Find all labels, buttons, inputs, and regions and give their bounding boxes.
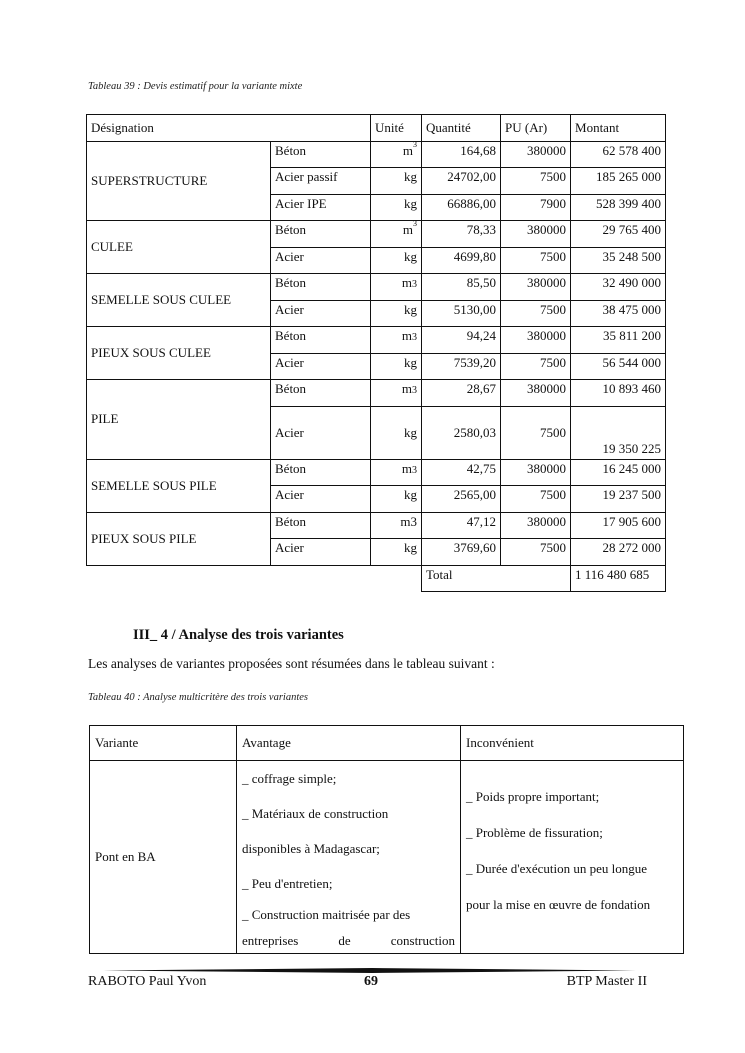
unit-price: 380000 bbox=[501, 221, 571, 248]
item-name: Acier IPE bbox=[271, 194, 371, 221]
unit-price: 380000 bbox=[501, 274, 571, 301]
item-name: Acier bbox=[271, 247, 371, 274]
unit-price: 7500 bbox=[501, 486, 571, 513]
quantity: 5130,00 bbox=[422, 300, 501, 327]
quantity: 28,67 bbox=[422, 380, 501, 407]
unit-price: 380000 bbox=[501, 327, 571, 354]
unit: kg bbox=[371, 168, 422, 195]
unit: kg bbox=[371, 486, 422, 513]
unit-price: 380000 bbox=[501, 380, 571, 407]
quantity: 66886,00 bbox=[422, 194, 501, 221]
amount: 528 399 400 bbox=[571, 194, 666, 221]
advantage-line: _ Construction maitrisée par des bbox=[242, 907, 411, 922]
item-name: Acier bbox=[271, 539, 371, 566]
advantage-line: _ Matériaux de construction bbox=[242, 806, 389, 821]
unit: kg bbox=[371, 194, 422, 221]
group-name: SEMELLE SOUS PILE bbox=[87, 459, 271, 512]
footer-author: RABOTO Paul Yvon bbox=[88, 974, 207, 989]
unit: kg bbox=[371, 353, 422, 380]
advantages-cell bbox=[237, 761, 461, 954]
unit: m3 bbox=[371, 274, 422, 301]
unit: $m^3$ bbox=[371, 221, 422, 248]
quantity: 78,33 bbox=[422, 221, 501, 248]
disadvantage-line: _ Durée d'exécution un peu longue bbox=[466, 861, 648, 876]
amount: 185 265 000 bbox=[571, 168, 666, 195]
group-name: PIEUX SOUS CULEE bbox=[87, 327, 271, 380]
item-name: Acier bbox=[271, 300, 371, 327]
quantity: 94,24 bbox=[422, 327, 501, 354]
header-unite: Unité bbox=[371, 115, 422, 142]
quantity: 164,68 bbox=[422, 141, 501, 168]
total-label: Total bbox=[422, 565, 571, 592]
disadvantage-line: _ Problème de fissuration; bbox=[466, 825, 603, 840]
unit-price: 7500 bbox=[501, 168, 571, 195]
amount: 35 248 500 bbox=[571, 247, 666, 274]
table-row bbox=[87, 327, 666, 354]
item-name: Béton bbox=[271, 512, 371, 539]
total-row bbox=[87, 565, 666, 592]
table-39-caption: Tableau 39 : Devis estimatif pour la variante mixte bbox=[88, 81, 303, 92]
unit: kg bbox=[371, 406, 422, 459]
unit: m3 bbox=[371, 380, 422, 407]
amount: 62 578 400 bbox=[571, 141, 666, 168]
group-name: SUPERSTRUCTURE bbox=[87, 141, 271, 221]
disadvantage-line: _ Poids propre important; bbox=[466, 789, 600, 804]
unit: m3 bbox=[371, 327, 422, 354]
unit-price: 7500 bbox=[501, 247, 571, 274]
advantage-line: _ coffrage simple; bbox=[242, 771, 337, 786]
unit-price: 380000 bbox=[501, 141, 571, 168]
unit: m3 bbox=[371, 459, 422, 486]
table-row bbox=[87, 274, 666, 301]
header-variante: Variante bbox=[90, 726, 237, 761]
table-row bbox=[87, 141, 666, 168]
item-name: Acier bbox=[271, 353, 371, 380]
header-avantage: Avantage bbox=[237, 726, 461, 761]
footer-program: BTP Master II bbox=[566, 974, 647, 989]
header-quantite: Quantité bbox=[422, 115, 501, 142]
table-row bbox=[87, 380, 666, 407]
item-name: Béton bbox=[271, 380, 371, 407]
group-name: PILE bbox=[87, 380, 271, 460]
quantity: 4699,80 bbox=[422, 247, 501, 274]
item-name: Béton bbox=[271, 141, 371, 168]
item-name: Acier bbox=[271, 406, 371, 459]
item-name: Béton bbox=[271, 274, 371, 301]
table-row bbox=[87, 512, 666, 539]
intro-paragraph: Les analyses de variantes proposées sont résumées dans le tableau suivant : bbox=[88, 656, 495, 671]
cost-estimate-table bbox=[86, 114, 666, 592]
table-row bbox=[90, 761, 684, 954]
disadvantage-line: pour la mise en œuvre de fondation bbox=[466, 897, 651, 912]
unit: m3 bbox=[371, 512, 422, 539]
unit-price: 7500 bbox=[501, 406, 571, 459]
table-header-row bbox=[87, 115, 666, 142]
quantity: 2565,00 bbox=[422, 486, 501, 513]
advantage-line: entreprises de construction bbox=[242, 933, 455, 948]
advantage-line: disponibles à Madagascar; bbox=[242, 841, 380, 856]
advantage-line: _ Peu d'entretien; bbox=[242, 876, 333, 891]
section-heading: III_ 4 / Analyse des trois variantes bbox=[133, 627, 344, 643]
amount: 29 765 400 bbox=[571, 221, 666, 248]
unit-price: 380000 bbox=[501, 459, 571, 486]
group-name: CULEE bbox=[87, 221, 271, 274]
group-name: PIEUX SOUS PILE bbox=[87, 512, 271, 565]
amount: 10 893 460 bbox=[571, 380, 666, 407]
header-pu: PU (Ar) bbox=[501, 115, 571, 142]
unit-price: 7500 bbox=[501, 300, 571, 327]
quantity: 24702,00 bbox=[422, 168, 501, 195]
unit-price: 7900 bbox=[501, 194, 571, 221]
amount: 19 237 500 bbox=[571, 486, 666, 513]
item-name: Béton bbox=[271, 327, 371, 354]
page-number: 69 bbox=[364, 974, 378, 989]
group-name: SEMELLE SOUS CULEE bbox=[87, 274, 271, 327]
item-name: Béton bbox=[271, 459, 371, 486]
quantity: 3769,60 bbox=[422, 539, 501, 566]
quantity: 2580,03 bbox=[422, 406, 501, 459]
header-designation: Désignation bbox=[87, 115, 371, 142]
amount: 17 905 600 bbox=[571, 512, 666, 539]
amount: 16 245 000 bbox=[571, 459, 666, 486]
unit: $m^3$ bbox=[371, 141, 422, 168]
unit-price: 380000 bbox=[501, 512, 571, 539]
item-name: Béton bbox=[271, 221, 371, 248]
unit: kg bbox=[371, 247, 422, 274]
variant-name: Pont en BA bbox=[90, 761, 237, 954]
quantity: 7539,20 bbox=[422, 353, 501, 380]
unit-price: 7500 bbox=[501, 539, 571, 566]
multicriteria-analysis-table bbox=[89, 725, 684, 954]
amount: 35 811 200 bbox=[571, 327, 666, 354]
total-value: 1 116 480 685 bbox=[571, 565, 666, 592]
item-name: Acier passif bbox=[271, 168, 371, 195]
table-row bbox=[87, 459, 666, 486]
quantity: 47,12 bbox=[422, 512, 501, 539]
header-montant: Montant bbox=[571, 115, 666, 142]
table-40-caption: Tableau 40 : Analyse multicritère des trois variantes bbox=[88, 692, 308, 703]
amount: 56 544 000 bbox=[571, 353, 666, 380]
amount: 32 490 000 bbox=[571, 274, 666, 301]
quantity: 42,75 bbox=[422, 459, 501, 486]
unit: kg bbox=[371, 300, 422, 327]
unit-price: 7500 bbox=[501, 353, 571, 380]
quantity: 85,50 bbox=[422, 274, 501, 301]
amount: 38 475 000 bbox=[571, 300, 666, 327]
table-header-row bbox=[90, 726, 684, 761]
item-name: Acier bbox=[271, 486, 371, 513]
disadvantages-cell bbox=[461, 761, 684, 954]
amount: 19 350 225 bbox=[571, 406, 666, 459]
table-row bbox=[87, 221, 666, 248]
footer-divider bbox=[103, 968, 641, 973]
amount: 28 272 000 bbox=[571, 539, 666, 566]
header-inconvenient: Inconvénient bbox=[461, 726, 684, 761]
unit: kg bbox=[371, 539, 422, 566]
